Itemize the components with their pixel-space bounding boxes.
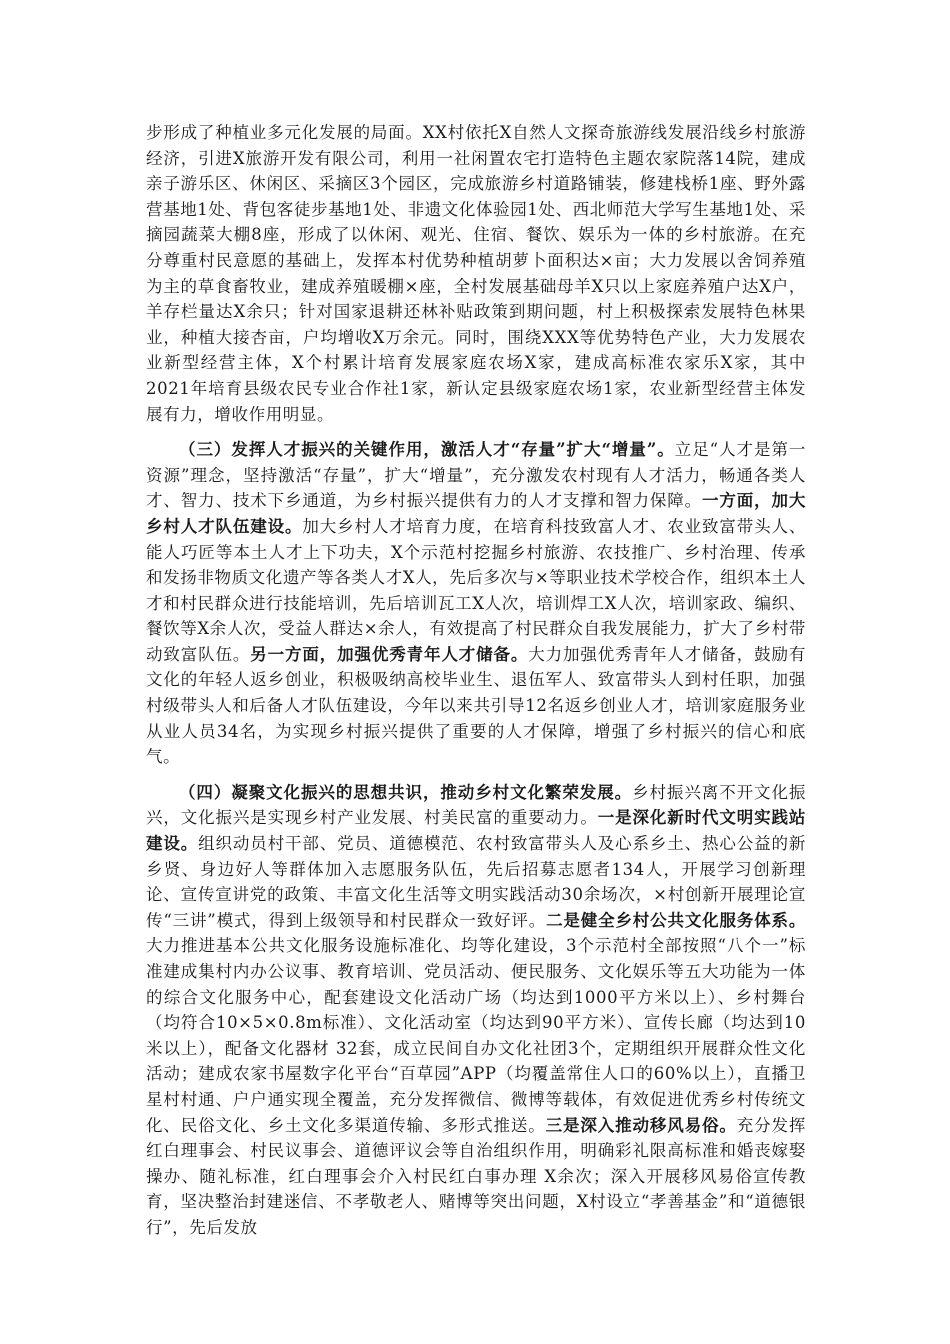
section-heading-4: （四）凝聚文化振兴的思想共识，推动乡村文化繁荣发展。 [179,782,633,802]
paragraph-text: 步形成了种植业多元化发展的局面。XX村依托X自然人文探奇旅游线发展沿线乡村旅游经济，引进X旅游开发有限公司，利用一社闲置农宅打造特色主题农家院落14院，建成亲子游乐区、休闲区、采摘区3个园区，完成旅游乡村道路铺装，修建栈桥1座、野外露营基地1处、背包客徒步基地1处、非遗文化体验园1处、西北师范大学写生基地1处、采摘园蔬菜大棚8座，形成了以休闲、观光、住宿、餐饮、娱乐为一体的乡村旅游。在充分尊重村民意愿的基础上，发挥本村优势种植胡萝卜面积达×亩；大力发展以舍饲养殖为主的草食畜牧业，建成养殖暖棚×座，全村发展基础母羊X只以上家庭养殖户达X户，羊存栏量达X余只；针对国家退耕还林补贴政策到期问题，村上积极探索发展特色林果业，种植大接杏亩，户均增收X万余元。同时，围绕XXX等优势特色产业，大力发展农业新型经营主体，X个村累计培育发展家庭农场X家，建成高标准农家乐X家，其中2021年培育县级农民专业合作社1家，新认定县级家庭农场1家，农业新型经营主体发展有力，增收作用明显。 [146,123,806,424]
document-page [146,120,806,1241]
paragraph-text: 充分发挥红白理事会、村民议事会、道德评议会等自治组织作用，明确彩礼限高标准和婚丧嫁娶操办、随礼标准，红白理事会介入村民红白事办理 X余次；深入开展移风易俗宣传教育，坚决整治封建迷信、不孝敬老人、赌博等突出问题，X村设立“孝善基金”和“道德银行”，先后发放 [146,1115,806,1237]
section-heading-3: （三）发挥人才振兴的关键作用，激活人才“存量”扩大“增量”。 [179,440,675,460]
paragraph-text: 大力加强优秀青年人才储备，鼓励有文化的年轻人返乡创业，积极吸纳高校毕业生、退伍军人、致富带头人到村任职，加强村级带头人和后备人才队伍建设，今年以来共引导12名返乡创业人才，培训家庭服务业从业人员34名，为实现乡村振兴提供了重要的人才保障，增强了乡村振兴的信心和底气。 [146,644,806,767]
subheading-first: 一是深化新时代文明实践站建设。 [146,808,806,854]
paragraph-text: 加大乡村人才培育力度，在培育科技致富人才、农业致富带头人、能人巧匠等本土人才上下功夫，X个示范村挖掘乡村旅游、农技推广、乡村治理、传承和发扬非物质文化遗产等各类人才X人，先后多次与×等职业技术学校合作，组织本土人才和村民群众进行技能培训，先后培训瓦工X人次，培训焊工X人次，培训家政、编织、餐饮等X余人次，受益人群达×余人，有效提高了村民群众自我发展能力，扩大了乡村带动致富队伍。 [146,516,806,664]
subheading-second: 二是健全乡村公共文化服务体系。 [546,910,806,930]
subheading-third: 三是深入推动移风易俗。 [545,1115,737,1135]
subheading-one-hand: 一方面，加大乡村人才队伍建设。 [146,491,806,536]
paragraph-talent-revitalization [146,437,806,770]
paragraph-text: 组织动员村干部、党员、道德模范、农村致富带头人及心系乡土、热心公益的新乡贤、身边好人等群体加入志愿服务队伍，先后招募志愿者134人，开展学习创新理论、宣传宣讲党的政策、丰富文化生活等文明实践活动30余场次，×村创新开展理论宣传“三讲”模式，得到上级领导和村民群众一致好评。 [146,834,807,930]
paragraph-text: 立足“人才是第一资源”理念，坚持激活“存量”，扩大“增量”，充分激发农村现有人才活力，畅通各类人才、智力、技术下乡通道，为乡村振兴提供有力的人才支撑和智力保障。 [146,440,806,511]
paragraph-culture-revitalization [146,780,806,1241]
subheading-other-hand: 另一方面，加强优秀青年人才储备。 [250,644,529,664]
paragraph-text: 乡村振兴离不开文化振兴，文化振兴是实现乡村产业发展、村美民富的重要动力。 [146,782,806,828]
paragraph-continuation [146,120,806,427]
paragraph-text: 大力推进基本公共文化服务设施标准化、均等化建设，3个示范村全部按照“八个一”标准建成集村内办公议事、教育培训、党员活动、便民服务、文化娱乐等五大功能为一体的综合文化服务中心，配套建设文化活动广场（均达到1000平方米以上）、乡村舞台（均符合10×5×0.8m标准）、文化活动室（均达到90平方米）、宣传长廊（均达到10米以上），配备文化器材 32套，成立民间自办文化社团3个，定期组织开展群众性文化活动；建成农家书屋数字化平台“百草园”APP（均覆盖常住人口的60%以上），直播卫星村村通、户户通实现全覆盖，充分发挥微信、微博等载体，有效促进优秀乡村传统文化、民俗文化、乡土文化多渠道传输、多形式推送。 [146,936,806,1135]
